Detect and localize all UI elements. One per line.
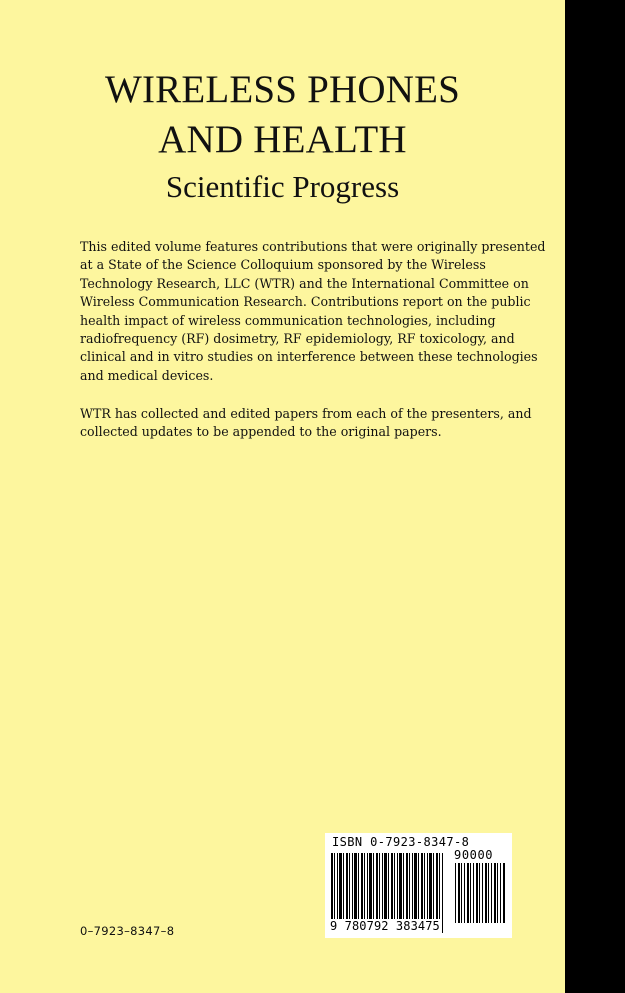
description-paragraph-1: This edited volume features contributions that were originally presented at a State of the Science Colloquium sponsored by the Wireless Technology Research, LLC (WTR) and the International Committee on Wireless Communication Research. Contributions report on the public health impact of wireless communication technologies, including radiofrequency (RF) dosimetry, RF epidemiology, RF toxicology, and clinical and in vitro studies on interference between these technologies and medical devices. bbox=[80, 239, 546, 383]
book-title-line-2: AND HEALTH bbox=[158, 118, 407, 161]
barcode-ean-number: 9 780792 383475 bbox=[330, 919, 440, 933]
isbn-barcode bbox=[325, 833, 512, 938]
book-subtitle: Scientific Progress bbox=[165, 169, 400, 204]
addon-bars bbox=[455, 863, 505, 923]
footer-isbn: 0–7923–8347–8 bbox=[80, 924, 175, 938]
spine-edge bbox=[565, 0, 625, 993]
barcode-isbn-label: ISBN 0-7923-8347-8 bbox=[332, 835, 470, 849]
description-paragraph-2: WTR has collected and edited papers from each of the presenters, and collected updates to be appended to the original papers. bbox=[80, 406, 532, 440]
book-title-line-1: WIRELESS PHONES bbox=[104, 68, 461, 111]
barcode-price-code: 90000 bbox=[454, 848, 494, 862]
